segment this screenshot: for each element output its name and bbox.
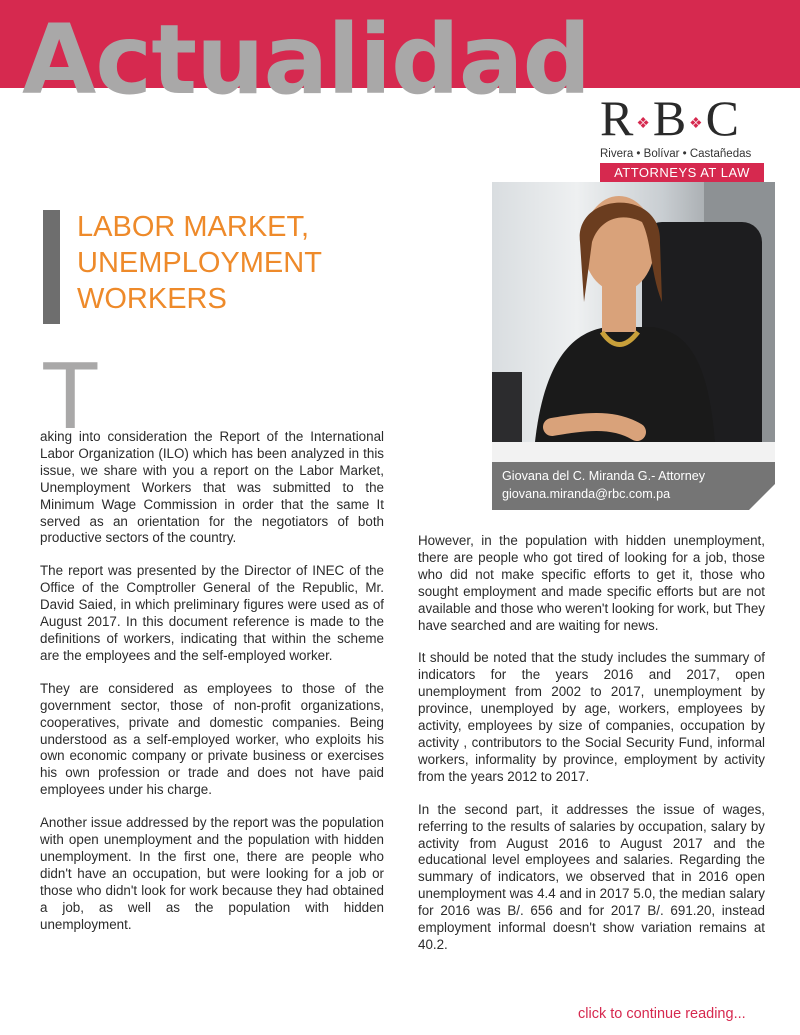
- article-paragraph: Another issue addressed by the report was the population with open unemployment and the population with hidden unemployment. In the first one, there are people who didn't have an occupation, but were looking for a job or those who didn't look for work because they had obtained a job, as well as the population with hidden unemployment.: [40, 815, 384, 932]
- article-paragraph: It should be noted that the study includes the summary of indicators for the years 2016 and 2017, open unemployment from 2002 to 2017, unemployment by province, unemployed by age, workers, employees by activity, employees by size of companies, occupation by activity , contributors to the Social Security Fund, informal workers, informality by province, employment by activity from the years 2012 to 2017.: [418, 650, 765, 784]
- rbc-logo: [600, 92, 764, 182]
- article-column-right: [418, 533, 765, 970]
- headline-line: UNEMPLOYMENT: [77, 247, 322, 279]
- continue-reading-link[interactable]: click to continue reading...: [578, 1006, 746, 1022]
- logo-tagline: ATTORNEYS AT LAW: [600, 163, 764, 182]
- headline-line: LABOR MARKET,: [77, 211, 310, 243]
- attorney-photo: [492, 182, 775, 510]
- caption-name: Giovana del C. Miranda G.- Attorney: [502, 469, 705, 483]
- section-title: Actualidad: [22, 4, 591, 116]
- logo-dots-icon: ❖: [636, 115, 651, 132]
- article-paragraph: The report was presented by the Director of INEC of the Office of the Comptroller General of the Republic, Mr. David Saied, in which preliminary figures were used as of August 2017. In this document reference is made to the definitions of workers, indicating that within the scheme are the employees and the self-employed worker.: [40, 563, 384, 663]
- article-paragraph: In the second part, it addresses the issue of wages, referring to the results of salaries by occupation, salary by activity from August 2016 to August 2017 and the educational level employees and salaries. Regarding the summary of indicators, we observed that in 2016 open unemployment was 4.4 and in 2017 5.0, the median salary for 2016 was B/. 656 and for 2017 B/. 691.20, instead employment informal doesn't show variation remains at 40.2.: [418, 801, 765, 952]
- article-column-left: [40, 429, 384, 949]
- logo-mark: [600, 92, 764, 150]
- headline-accent-bar: [43, 210, 60, 324]
- logo-letter-r: R: [600, 90, 635, 146]
- article-paragraph: They are considered as employees to those of the government sector, those of non-profit organizations, cooperatives, private and domestic companies. Being understood as a self-employed worker, who exploits his own economic company or private business or exercises his own profession or trade and does not have paid employees under his charge.: [40, 680, 384, 798]
- logo-letter-c: C: [705, 90, 740, 146]
- logo-names: Rivera • Bolívar • Castañedas: [600, 147, 752, 160]
- caption-corner-decoration: [749, 484, 775, 510]
- article-paragraph: However, in the population with hidden unemployment, there are people who got tired of looking for a job, those who did not make specific efforts to get it, those who sought employment and made specific efforts but are not available and those who weren't looking for work, but They have searched and are waiting for news.: [418, 533, 765, 633]
- logo-dots-icon: ❖: [689, 115, 704, 132]
- headline-line: WORKERS: [77, 283, 227, 315]
- drop-cap: T: [41, 342, 100, 449]
- caption-email[interactable]: giovana.miranda@rbc.com.pa: [502, 487, 671, 501]
- article-paragraph: aking into consideration the Report of the International Labor Organization (ILO) which has been analyzed in this issue, we share with you a report on the Labor Market, Unemployment Workers that was submitted to the Minimum Wage Commission in order that the same It served as an orientation for the negotiators of both productive sectors of the country.: [40, 429, 384, 546]
- article-headline: [77, 209, 407, 317]
- portrait-illustration: [492, 182, 775, 510]
- logo-letter-b: B: [652, 90, 688, 146]
- photo-caption: [492, 462, 775, 510]
